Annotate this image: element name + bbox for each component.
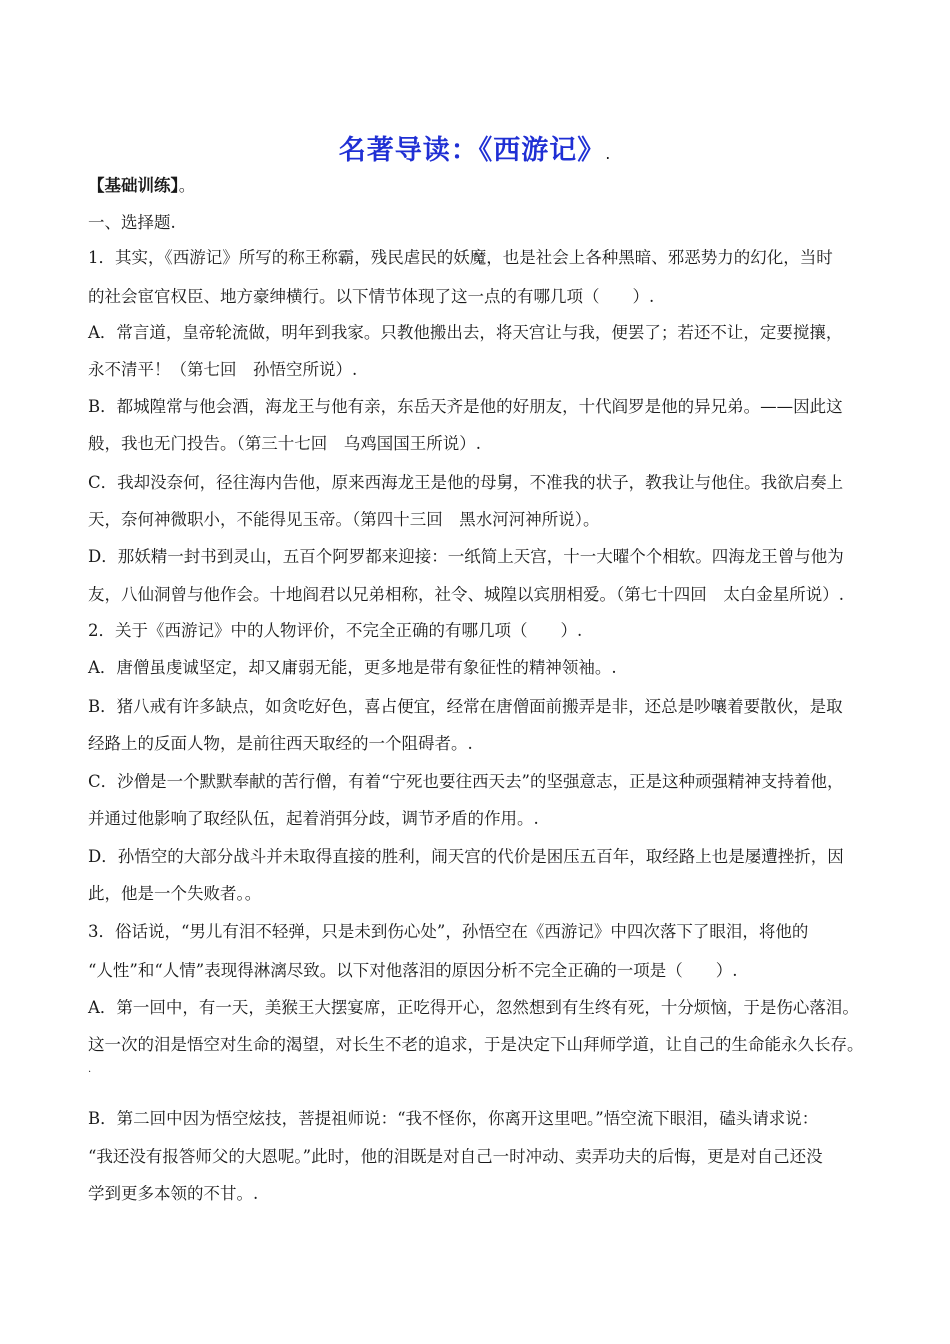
text-line: “我还没有报答师父的大恩呢。”此时，他的泪既是对自己一时冲动、卖弄功夫的后悔，更是对自己还没 bbox=[88, 1147, 823, 1166]
text-line: 并通过他影响了取经队伍，起着消弭分歧，调节矛盾的作用。. bbox=[88, 809, 539, 828]
stray-mark: . bbox=[88, 1064, 92, 1075]
text-line: A．第一回中，有一天，美猴王大摆宴席，正吃得开心，忽然想到有生终有死，十分烦恼，于是伤心落泪。 bbox=[88, 998, 859, 1017]
title-text: 名著导读：《西游记》 bbox=[338, 135, 606, 166]
text-line: C．我却没奈何，径往海内告他，原来西海龙王是他的母舅，不准我的状子，教我让与他住。我欲启奏上 bbox=[88, 473, 844, 492]
text-line: C．沙僧是一个默默奉献的苦行僧，有着“宁死也要往西天去”的坚强意志，正是这种顽强精神支持着他， bbox=[88, 772, 844, 791]
text-line: B．都城隍常与他会酒，海龙王与他有亲，东岳天齐是他的好朋友，十代阎罗是他的异兄弟。——因此这 bbox=[88, 397, 843, 416]
text-line: 的社会宦官权臣、地方豪绅横行。以下情节体现了这一点的有哪几项（ ）. bbox=[88, 287, 655, 306]
section-label: 【基础训练】 bbox=[88, 176, 179, 195]
section-mark: 。 bbox=[178, 176, 196, 195]
text-line: 3．俗话说，“男儿有泪不轻弹，只是未到伤心处”，孙悟空在《西游记》中四次落下了眼泪，将他的 bbox=[88, 922, 809, 941]
text-line: A．唐僧虽虔诚坚定，却又庸弱无能，更多地是带有象征性的精神领袖。. bbox=[88, 658, 617, 677]
text-line: D．那妖精一封书到灵山，五百个阿罗都来迎接：一纸简上天宫，十一大曜个个相软。四海龙王曾与他为 bbox=[88, 547, 844, 566]
text-line: 永不清平！（第七回 孙悟空所说）. bbox=[88, 360, 358, 379]
text-line: 这一次的泪是悟空对生命的渴望，对长生不老的追求，于是决定下山拜师学道，让自己的生命能永久长存。 bbox=[88, 1035, 864, 1054]
text-line: 友，八仙洞曾与他作会。十地阎君以兄弟相称，社令、城隍以宾朋相爱。（第七十四回 太白金星所说）. bbox=[88, 585, 844, 604]
subsection-heading: 一、选择题. bbox=[88, 213, 176, 232]
text-line: A．常言道，皇帝轮流做，明年到我家。只教他搬出去，将天宫让与我，便罢了；若还不让，定要搅攘， bbox=[88, 323, 843, 342]
text-line: 天，奈何神微职小，不能得见玉帝。（第四十三回 黑水河河神所说）。 bbox=[88, 510, 600, 529]
text-line: D．孙悟空的大部分战斗并未取得直接的胜利，闹天宫的代价是困压五百年，取经路上也是屡遭挫折，因 bbox=[88, 847, 844, 866]
text-line: 经路上的反面人物，是前往西天取经的一个阻碍者。. bbox=[88, 734, 473, 753]
text-line: 般，我也无门投告。（第三十七回 乌鸡国国王所说）. bbox=[88, 434, 481, 453]
text-line: B．第二回中因为悟空炫技，菩提祖师说：“我不怪你，你离开这里吧。”悟空流下眼泪，磕头请求说： bbox=[88, 1109, 819, 1128]
text-line: 2．关于《西游记》中的人物评价，不完全正确的有哪几项（ ）. bbox=[88, 621, 583, 640]
text-line: B．猪八戒有许多缺点，如贪吃好色，喜占便宜，经常在唐僧面前搬弄是非，还总是吵嚷着要散伙，是取 bbox=[88, 697, 843, 716]
section-heading bbox=[88, 175, 878, 197]
page-title bbox=[0, 128, 950, 167]
title-mark: . bbox=[605, 144, 612, 163]
text-line: 学到更多本领的不甘。. bbox=[88, 1184, 259, 1203]
text-line: 1．其实，《西游记》所写的称王称霸，残民虐民的妖魔，也是社会上各种黑暗、邪恶势力的幻化，当时 bbox=[88, 248, 833, 267]
text-line: 此，他是一个失败者。。 bbox=[88, 884, 262, 903]
text-line: “人性”和“人情”表现得淋漓尽致。以下对他落泪的原因分析不完全正确的一项是（ ）. bbox=[88, 961, 738, 980]
